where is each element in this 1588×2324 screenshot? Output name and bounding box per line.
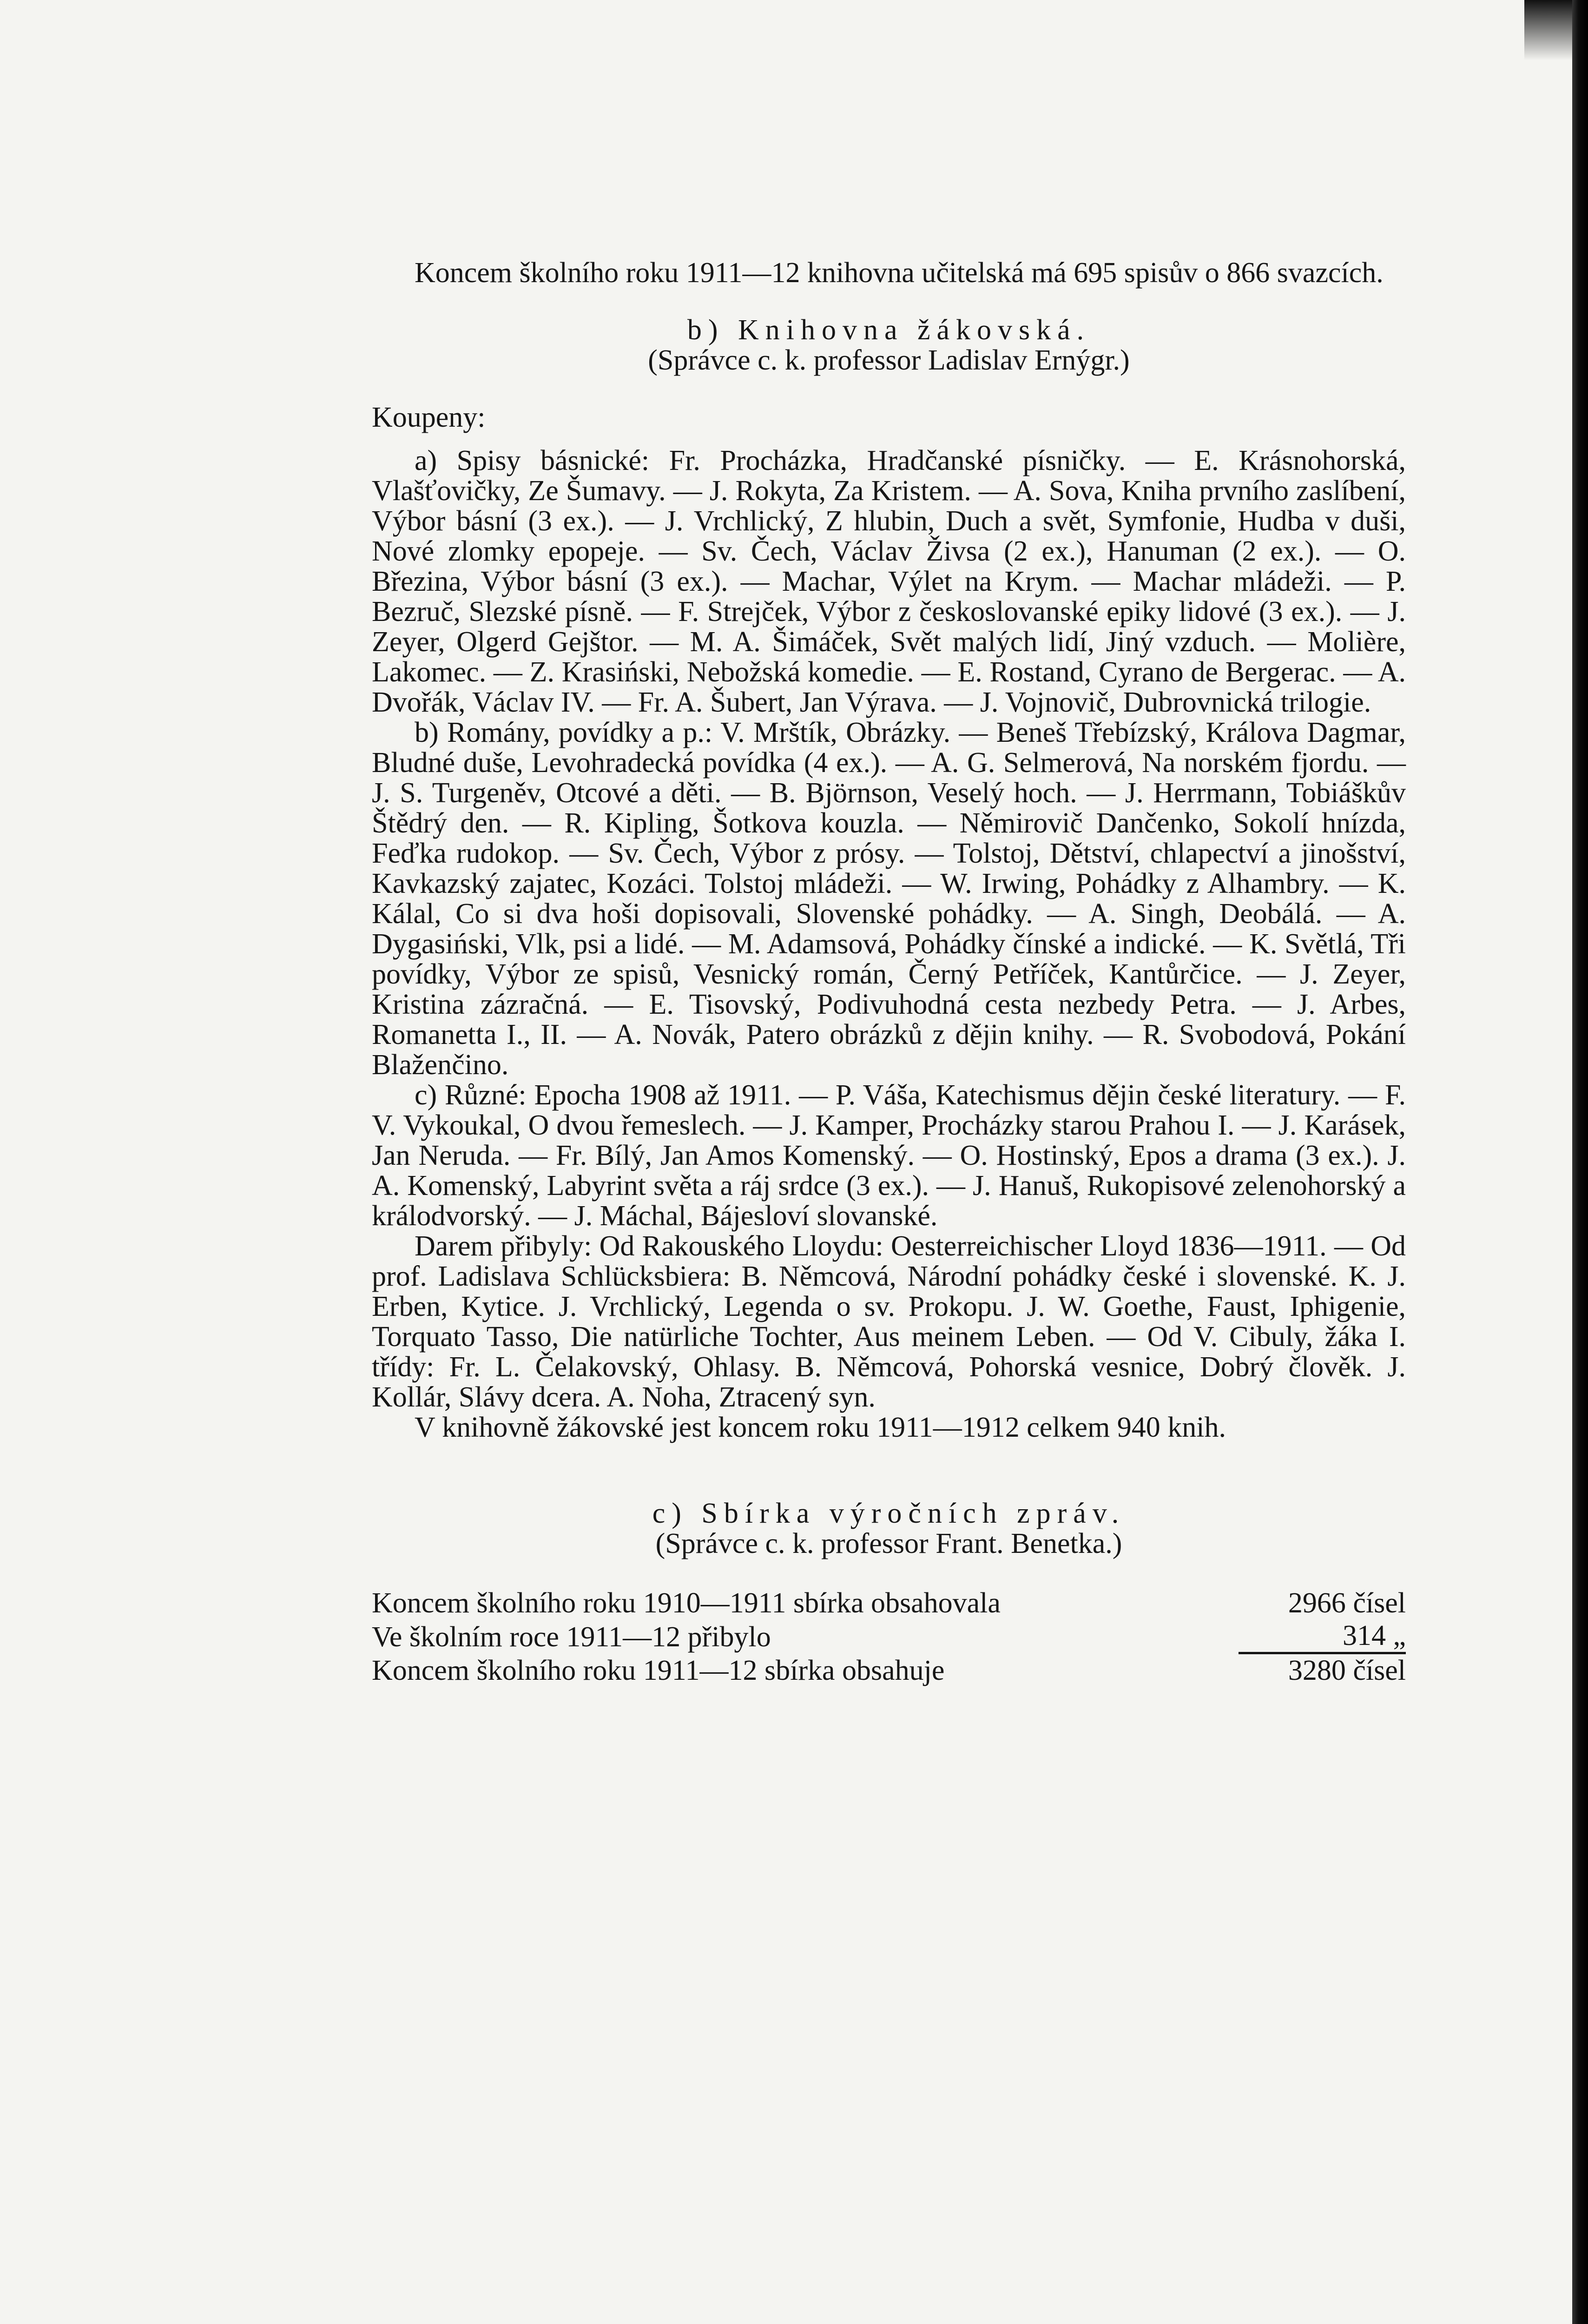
row-label: Koncem školního roku 1910—1911 sbírka obsahovala: [372, 1587, 1001, 1619]
novels-paragraph: b) Romány, povídky a p.: V. Mrštík, Obrázky. — Beneš Třebízský, Králova Dagmar, Bludné duše, Levohradecká povídka (4 ex.). — A. G. Selmerová, Na norském fjordu. — J. S. Turgeněv, Otcové a děti. — B. Björnson, Veselý hoch. — J. Herrmann, Tobiáškův Štědrý den. — R. Kipling, Šotkova kouzla. — Němirovič Dančenko, Sokolí hnízda, Feďka rudokop. — Sv. Čech, Výbor z prósy. — Tolstoj, Dětství, chlapectví a jinošství, Kavkazský zajatec, Kozáci. Tolstoj mládeži. — W. Irwing, Pohádky z Alhambry. — K. Kálal, Co si dva hoši dopisovali, Slovenské pohádky. — A. Singh, Deobálá. — A. Dygasiński, Vlk, psi a lidé. — M. Adamsová, Pohádky čínské a indické. — K. Světlá, Tři povídky, Výbor ze spisů, Vesnický román, Černý Petříček, Kantůrčice. — J. Zeyer, Kristina zázračná. — E. Tisovský, Podivuhodná cesta nezbedy Petra. — J. Arbes, Romanetta I., II. — A. Novák, Patero obrázků z dějin knihy. — R. Svobodová, Pokání Blaženčino.: [372, 717, 1406, 1081]
section-c-administrator: (Správce c. k. professor Frant. Benetka.): [655, 1528, 1122, 1559]
table-row: [372, 1619, 1406, 1653]
intro-paragraph: Koncem školního roku 1911—12 knihovna učitelská má 695 spisův o 866 svazcích.: [415, 257, 1384, 289]
poetry-paragraph: a) Spisy básnické: Fr. Procházka, Hradčanské písničky. — E. Krásnohorská, Vlašťovičky, Ze Šumavy. — J. Rokyta, Za Kristem. — A. Sova, Kniha prvního zaslíbení, Výbor básní (3 ex.). — J. Vrchlický, Z hlubin, Duch a svět, Symfonie, Hudba v duši, Nové zlomky epopeje. — Sv. Čech, Václav Živsa (2 ex.), Hanuman (2 ex.). — O. Březina, Výbor básní (3 ex.). — Machar, Výlet na Krym. — Machar mládeži. — P. Bezruč, Slezské písně. — F. Strejček, Výbor z českoslovanské epiky lidové (3 ex.). — J. Zeyer, Olgerd Gejštor. — M. A. Šimáček, Svět malých lidí, Jiný vzduch. — Molière, Lakomec. — Z. Krasiński, Nebožská komedie. — E. Rostand, Cyrano de Bergerac. — A. Dvořák, Václav IV. — Fr. A. Šubert, Jan Výrava. — J. Vojnovič, Dubrovnická trilogie.: [372, 445, 1406, 718]
section-c-heading: c) Sbírka výročních zpráv.: [652, 1498, 1126, 1529]
row-value: 314 „: [1239, 1619, 1406, 1653]
miscellaneous-paragraph: c) Různé: Epocha 1908 až 1911. — P. Váša, Katechismus dějin české literatury. — F. V. Vykoukal, O dvou řemeslech. — J. Kamper, Procházky starou Prahou I. — J. Karásek, Jan Neruda. — Fr. Bílý, Jan Amos Komenský. — O. Hostinský, Epos a drama (3 ex.). J. A. Komenský, Labyrint světa a ráj srdce (3 ex.). — J. Hanuš, Rukopisové zelenohorský a králodvorský. — J. Máchal, Bájesloví slovanské.: [372, 1079, 1406, 1232]
section-b-administrator: (Správce c. k. professor Ladislav Ernýgr.): [648, 344, 1130, 376]
table-row: [372, 1587, 1406, 1619]
row-label: Koncem školního roku 1911—12 sbírka obsahuje: [372, 1655, 945, 1686]
scan-edge-right: [1572, 0, 1588, 2324]
text-column: [372, 258, 1406, 1687]
table-row: [372, 1653, 1406, 1687]
reports-table: [372, 1587, 1406, 1687]
section-b-heading: b) Knihovna žákovská.: [687, 314, 1091, 346]
row-value: 3280 čísel: [1288, 1655, 1406, 1686]
library-total-paragraph: V knihovně žákovské jest koncem roku 1911—1912 celkem 940 knih.: [415, 1412, 1226, 1443]
row-label: Ve školním roce 1911—12 přibylo: [372, 1621, 771, 1653]
gifts-paragraph: Darem přibyly: Od Rakouského Lloydu: Oesterreichischer Lloyd 1836—1911. — Od prof. Ladislava Schlücksbiera: B. Němcová, Národní pohádky české i slovenské. K. J. Erben, Kytice. J. Vrchlický, Legenda o sv. Prokopu. J. W. Goethe, Faust, Iphigenie, Torquato Tasso, Die natürliche Tochter, Aus meinem Leben. — Od V. Cibuly, žáka I. třídy: Fr. L. Čelakovský, Ohlasy. B. Němcová, Pohorská vesnice, Dobrý člověk. J. Kollár, Slávy dcera. A. Noha, Ztracený syn.: [372, 1230, 1406, 1413]
purchased-label: Koupeny:: [372, 402, 486, 433]
row-value: 2966 čísel: [1288, 1587, 1406, 1619]
